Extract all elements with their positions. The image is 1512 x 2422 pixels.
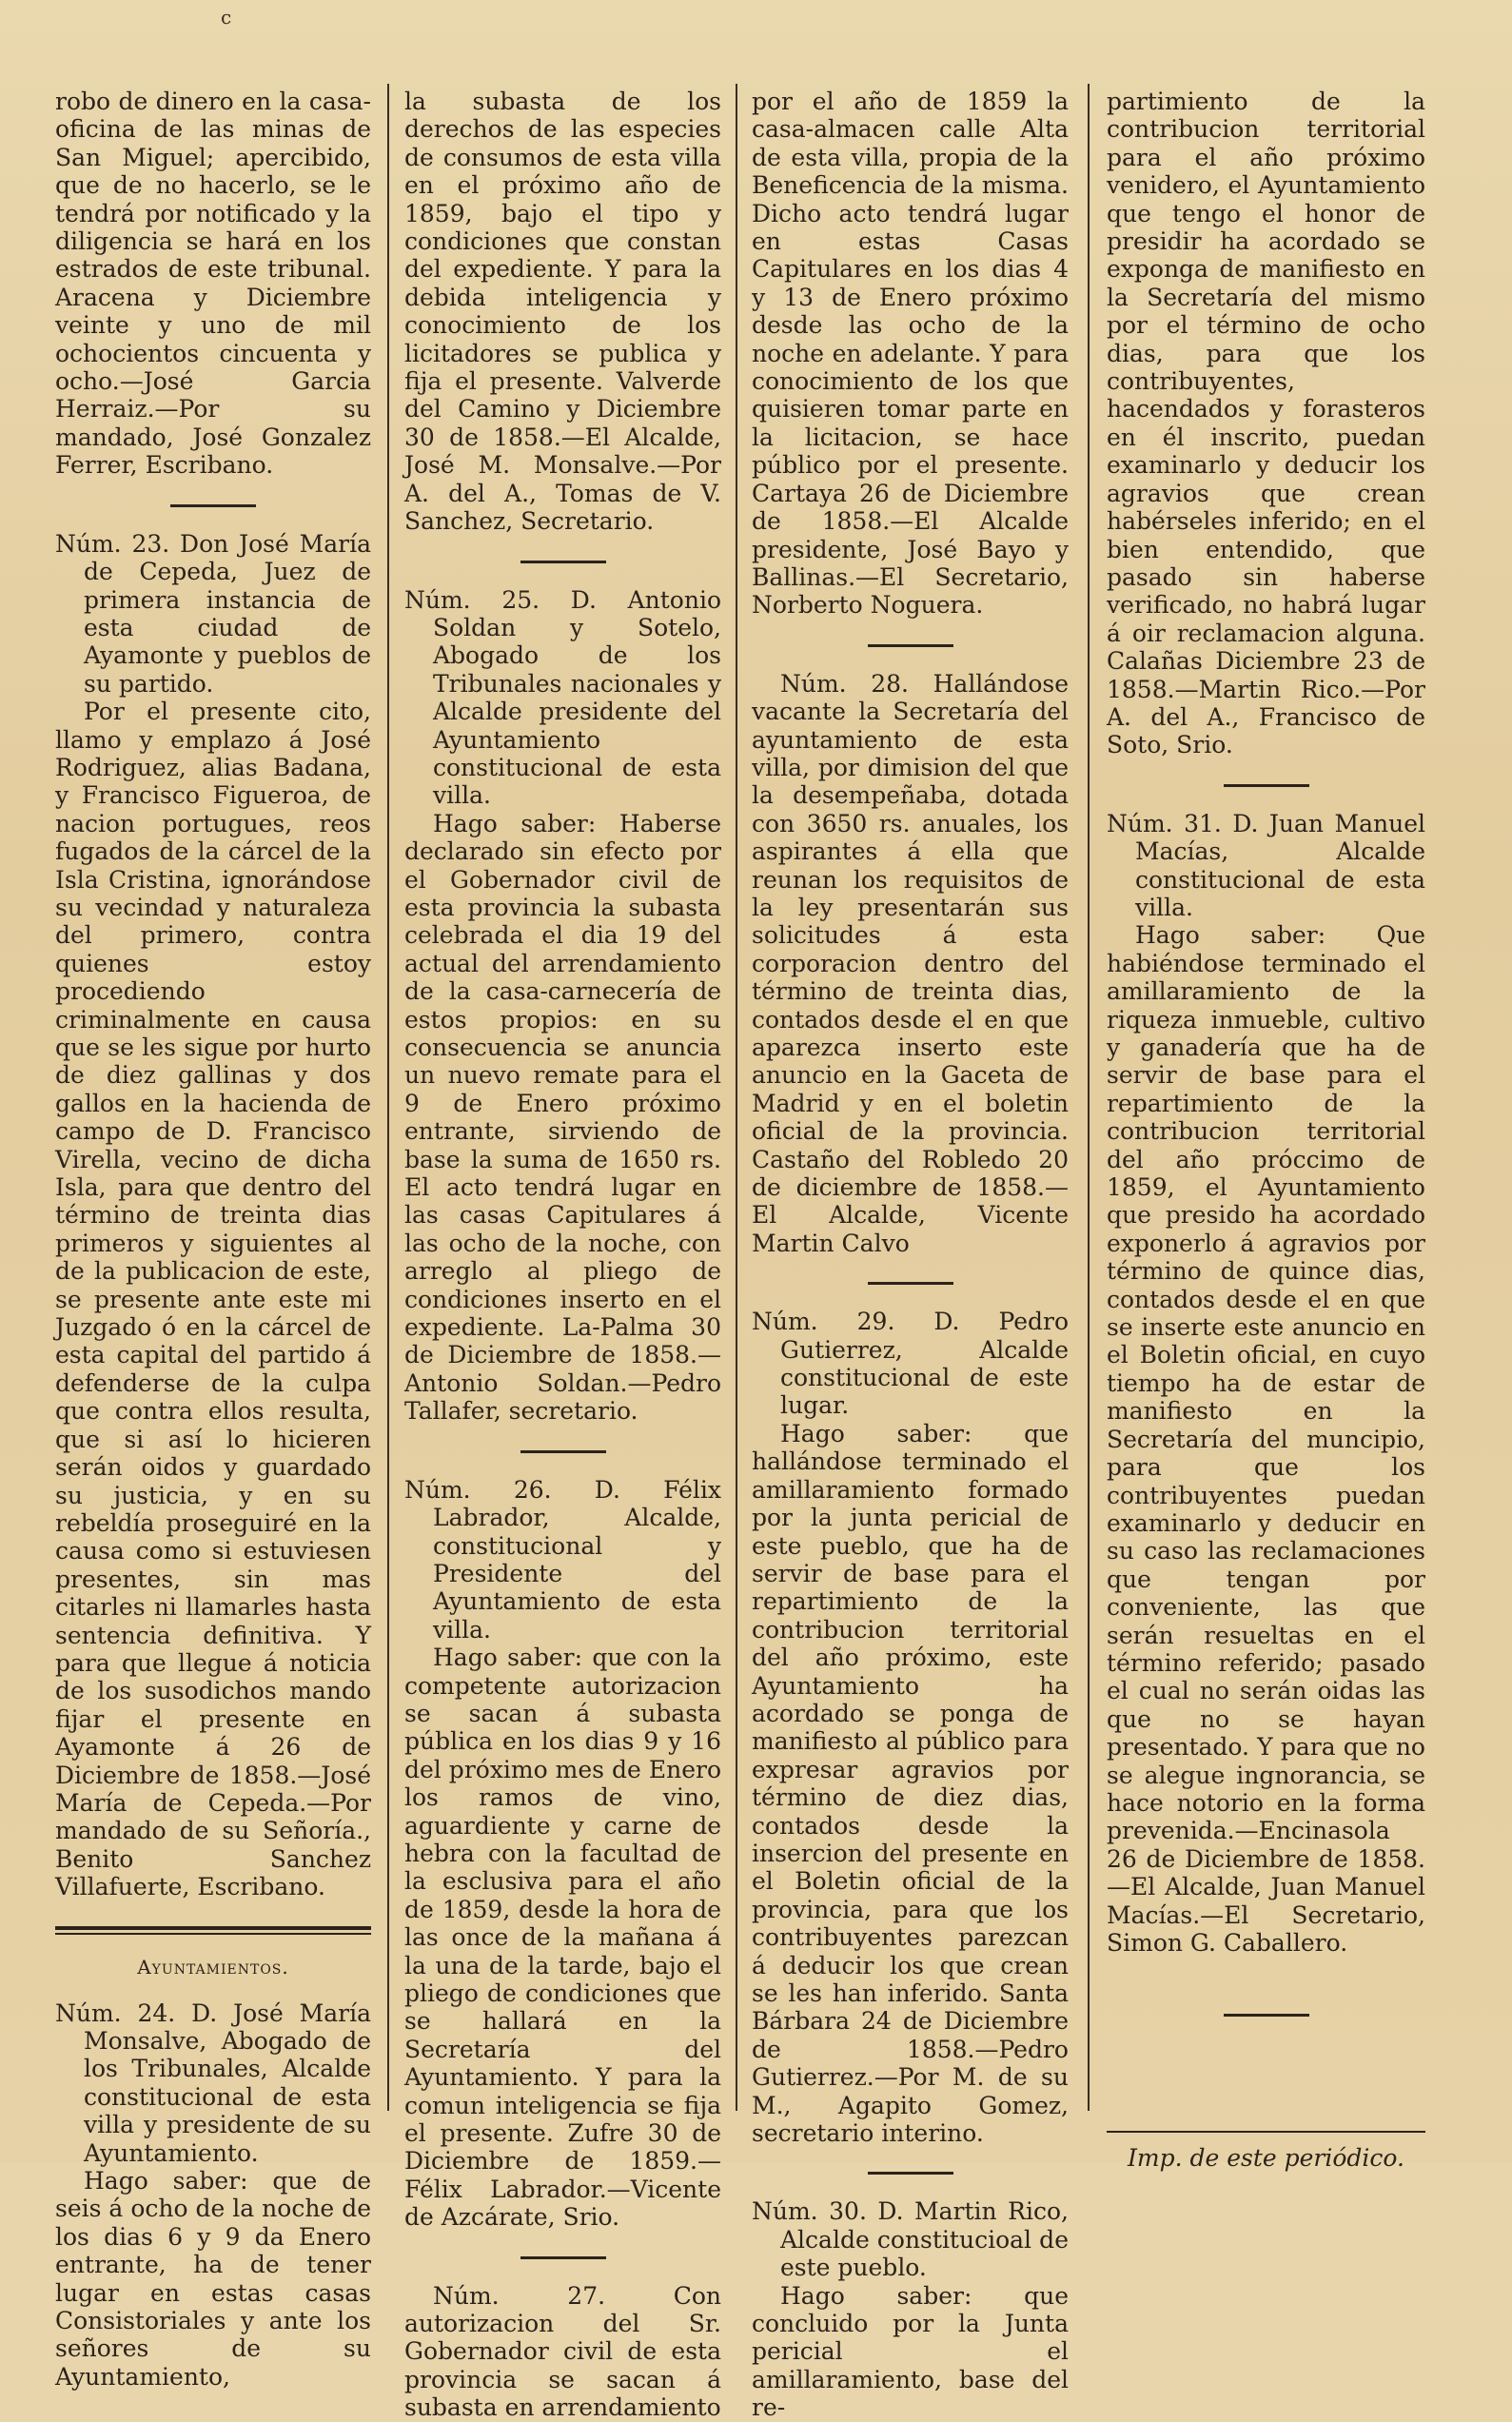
notice-24 xyxy=(55,1999,371,2392)
notice-26 xyxy=(404,1476,721,2232)
double-rule xyxy=(55,1926,371,1935)
notice-body: Hago saber: que hallándose terminado el amillaramiento formado por la junta pericial de este pueblo, que ha de servir de base para el repartimiento de la contribucion territorial del año próximo, este Ayuntamiento ha acordado se ponga de manifiesto al público para expresar agravios por término de diez dias, contados desde la insercion del presente en el Boletin oficial de la provincia, para que los contribuyentes parezcan á deducir los que crean se les han inferido. Santa Bárbara 24 de Diciembre de 1858.—Pedro Gutierrez.—Por M. de su M., Agapito Gomez, secretario interino. xyxy=(752,1419,1069,2148)
separator xyxy=(868,644,953,647)
corner-mark: c xyxy=(221,6,232,29)
column-4 xyxy=(1107,88,1425,2172)
section-title: Ayuntamientos. xyxy=(137,1955,289,1979)
notice-heading: Núm. 26. D. Félix Labrador, Alcalde, constitucional y Presidente del Ayuntamiento de esta villa. xyxy=(404,1475,721,1644)
column-2 xyxy=(404,88,721,2422)
notice-27 xyxy=(404,2282,721,2422)
column-1 xyxy=(55,88,371,2391)
continued-text: por el año de 1859 la casa-almacen calle Alta de esta villa, propia de la Beneficencia de la misma. Dicho acto tendrá lugar en estas Casas Capitulares en los dias 4 y 13 de Enero próximo desde las ocho de la noche en adelante. Y para conocimiento de los que quisieren tomar parte en la licitacion, se hace público por el presente. Cartaya 26 de Diciembre de 1858.—El Alcalde presidente, José Bayo y Ballinas.—El Secretario, Norberto Noguera. xyxy=(752,88,1069,620)
notice-body: Hago saber: que de seis á ocho de la noche de los dias 6 y 9 da Enero entrante, ha de tener lugar en estas casas Consistoriales y ante los señores de su Ayuntamiento, xyxy=(55,2167,371,2391)
notice-heading: Núm. 25. D. Antonio Soldan y Sotelo, Abogado de los Tribunales nacionales y Alcalde presidente del Ayuntamiento constitucional de esta villa. xyxy=(404,585,721,810)
notice-28 xyxy=(752,670,1069,1258)
imprint-rule xyxy=(1107,2131,1425,2133)
separator xyxy=(1224,784,1309,787)
notice-body: Por el presente cito, llamo y emplazo á José Rodriguez, alias Badana, y Francisco Figueroa, de nacion portugues, reos fugados de la cárcel de la Isla Cristina, ignorándose su vecindad y naturaleza del primero, contra quienes estoy procediendo criminalmente en causa que se les sigue por hurto de diez gallinas y dos gallos en la hacienda de campo de D. Francisco Virella, vecino de dicha Isla, para que dentro del término de treinta dias primeros y siguientes al de la publicacion de este, se presente ante este mi Juzgado ó en la cárcel de esta capital del partido á defenderse de la culpa que contra ellos resulta, que si así lo hicieren serán oidos y guardado su justicia, y en su rebeldía proseguiré en la causa como si estuviesen presentes, sin mas citarles ni llamarles hasta sentencia definitiva. Y para que llegue á noticia de los susodichos mando fijar el presente en Ayamonte á 26 de Diciembre de 1858.—José María de Cepeda.—Por mandado de su Señoría., Benito Sanchez Villafuerte, Escribano. xyxy=(55,698,371,1901)
notice-body: Hago saber: Haberse declarado sin efecto por el Gobernador civil de esta provincia la subasta celebrada el dia 19 del actual del arrendamiento de la casa-carnecería de estos propios: en su consecuencia se anuncia un nuevo remate para el 9 de Enero próximo entrante, sirviendo de base la suma de 1650 rs. El acto tendrá lugar en las casas Capitulares á las ocho de la noche, con arreglo al pliego de condiciones inserto en el expediente. La-Palma 30 de Diciembre de 1858.—Antonio Soldan.—Pedro Tallafer, secretario. xyxy=(404,809,721,1426)
separator xyxy=(868,1282,953,1285)
column-rule xyxy=(387,84,389,2111)
notice-25 xyxy=(404,586,721,1426)
column-rule xyxy=(736,84,737,2111)
continued-text: la subasta de los derechos de las especies de consumos de esta villa en el próximo año de 1859, bajo el tipo y condiciones que constan del expediente. Y para la debida inteligencia y conocimiento de los licitadores se publica y fija el presente. Valverde del Camino y Diciembre 30 de 1858.—El Alcalde, José M. Monsalve.—Por A. del A., Tomas de V. Sanchez, Secretario. xyxy=(404,88,721,536)
notice-29 xyxy=(752,1308,1069,2147)
notice-heading: Núm. 27. Con autorizacion del Sr. Gobernador civil de esta provincia se sacan á subasta en arrendamiento xyxy=(404,2281,721,2422)
continued-text: robo de dinero en la casa-oficina de las minas de San Miguel; apercibido, que de no hacerlo, se le tendrá por notificado y la diligencia se hará en los estrados de este tribunal. Aracena y Diciembre veinte y uno de mil ochocientos cincuenta y ocho.—José Garcia Herraiz.—Por su mandado, José Gonzalez Ferrer, Escribano. xyxy=(55,88,371,480)
continued-text: partimiento de la contribucion territorial para el año próximo venidero, el Ayuntamiento que tengo el honor de presidir ha acordado se exponga de manifiesto en la Secretaría del mismo por el término de ocho dias, para que los contribuyentes, hacendados y forasteros en él inscrito, puedan examinarlo y deducir los agravios que crean habérseles inferido; en el bien entendido, que pasado sin haberse verificado, no habrá lugar á oir reclamacion alguna. Calañas Diciembre 23 de 1858.—Martin Rico.—Por A. del A., Francisco de Soto, Srio. xyxy=(1107,88,1425,759)
separator xyxy=(1224,2014,1309,2017)
notice-30 xyxy=(752,2197,1069,2421)
column-rule xyxy=(1088,84,1090,2111)
notice-body: Hago saber: que concluido por la Junta pericial el amillaramiento, base del re- xyxy=(752,2281,1069,2422)
column-3 xyxy=(752,88,1069,2422)
notice-heading: Núm. 31. D. Juan Manuel Macías, Alcalde constitucional de esta villa. xyxy=(1107,809,1425,921)
separator xyxy=(170,504,256,507)
separator xyxy=(868,2172,953,2175)
notice-heading: Núm. 23. Don José María de Cepeda, Juez de primera instancia de esta ciudad de Ayamonte y pueblos de su partido. xyxy=(55,529,371,698)
notice-body: Hago saber: Que habiéndose terminado el amillaramiento de la riqueza inmueble, cultivo y ganadería que ha de servir de base para el repartimiento de la contribucion territorial del año próccimo de 1859, el Ayuntamiento que presido ha acordado exponerlo á agravios por término de quince dias, contados desde el en que se inserte este anuncio en el Boletin oficial, en cuyo tiempo ha de estar de manifiesto en la Secretaría del muncipio, para que los contribuyentes puedan examinarlo y deducir en su caso las reclamaciones que tengan por conveniente, las que serán resueltas en el término referido; pasado el cual no serán oidas las que no se hayan presentado. Y para que no se alegue ingnorancia, se hace notorio en la forma prevenida.—Encinasola 26 de Diciembre de 1858.—El Alcalde, Juan Manuel Macías.—El Secretario, Simon G. Caballero. xyxy=(1107,921,1425,1957)
notice-body: Hago saber: que con la competente autorizacion se sacan á subasta pública en los dias 9 y 16 del próximo mes de Enero los ramos de vino, aguardiente y carne de hebra con la facultad de la esclusiva para el año de 1859, desde la hora de las once de la mañana á la una de la tarde, bajo el pliego de condiciones que se hallará en la Secretaría del Ayuntamiento. Y para la comun inteligencia se fija el presente. Zufre 30 de Diciembre de 1859.—Félix Labrador.—Vicente de Azcárate, Srio. xyxy=(404,1644,721,2232)
notice-heading: Núm. 30. D. Martin Rico, Alcalde constitucioal de este pueblo. xyxy=(752,2197,1069,2282)
notice-23 xyxy=(55,530,371,1901)
notice-heading: Núm. 24. D. José María Monsalve, Abogado de los Tribunales, Alcalde constitucional de esta villa y presidente de su Ayuntamiento. xyxy=(55,1999,371,2167)
notice-heading: Núm. 29. D. Pedro Gutierrez, Alcalde constitucional de este lugar. xyxy=(752,1308,1069,1420)
notice-body: Núm. 28. Hallándose vacante la Secretaría del ayuntamiento de esta villa, por dimision del que la desempeñaba, dotada con 3650 rs. anuales, los aspirantes á ella que reunan los requisitos de la ley presentarán sus solicitudes á esta corporacion dentro del término de treinta dias, contados desde el en que aparezca inserto este anuncio en la Gaceta de Madrid y en el boletin oficial de la provincia. Castaño del Robledo 20 de diciembre de 1858.—El Alcalde, Vicente Martin Calvo xyxy=(752,669,1069,1257)
separator xyxy=(520,1450,606,1453)
separator xyxy=(520,561,606,563)
separator xyxy=(520,2256,606,2259)
notice-31 xyxy=(1107,810,1425,1958)
imprint: Imp. de este periódico. xyxy=(1128,2144,1404,2173)
